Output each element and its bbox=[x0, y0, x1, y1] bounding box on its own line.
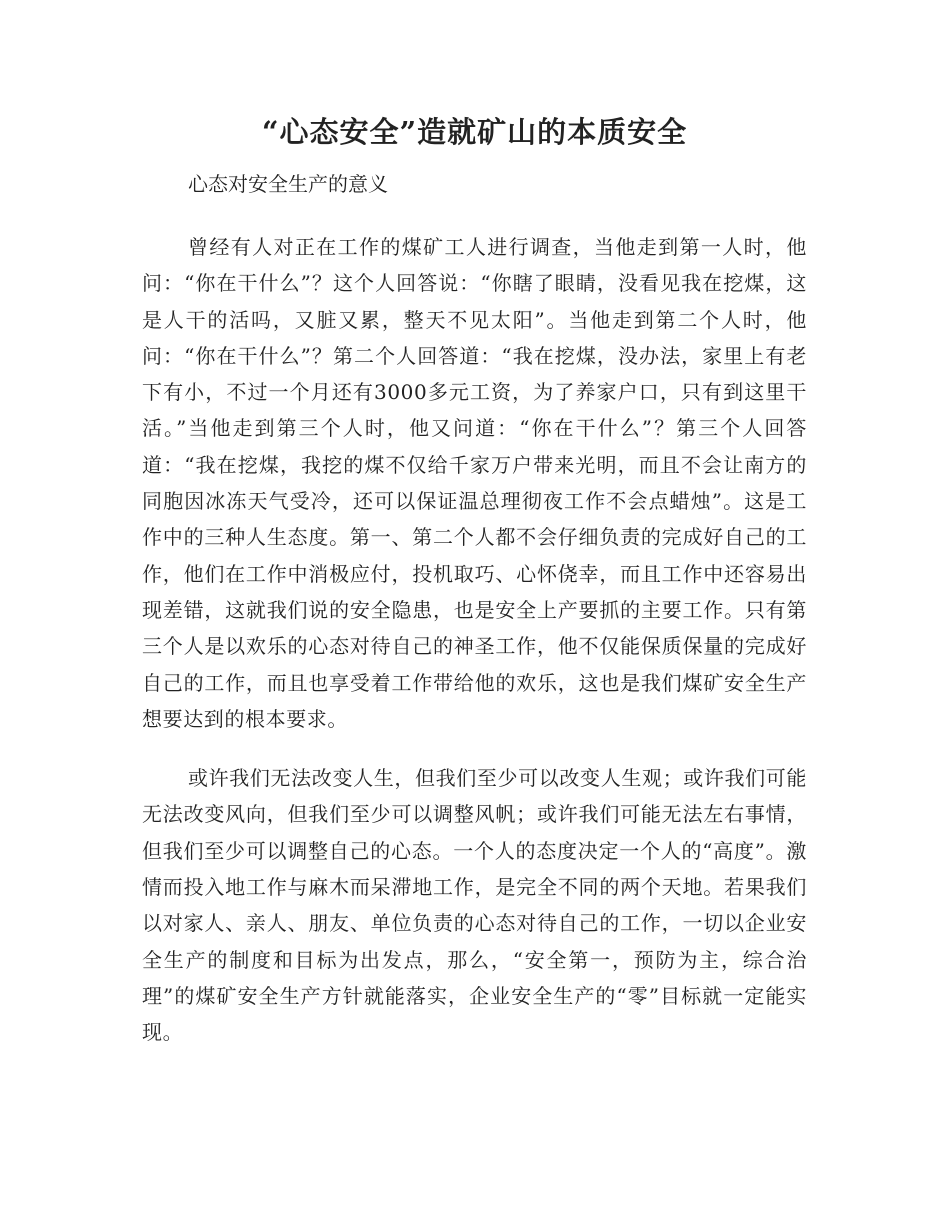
paragraph-1: 曾经有人对正在工作的煤矿工人进行调查，当他走到第一人时，他问：“你在干什么”？这个人回答说：“你瞎了眼睛，没看见我在挖煤，这是人干的活吗，又脏又累，整天不见太阳”。当他走到第二个人时，他问：“你在干什么”？第二个人回答道：“我在挖煤，没办法，家里上有老下有小，不过一个月还有3000多元工资，为了养家户口，只有到这里干活。”当他走到第三个人时，他又问道：“你在干什么”？第三个人回答道：“我在挖煤，我挖的煤不仅给千家万户带来光明，而且不会让南方的同胞因冰冻天气受冷，还可以保证温总理彻夜工作不会点蜡烛”。这是工作中的三种人生态度。第一、第二个人都不会仔细负责的完成好自己的工作，他们在工作中消极应付，投机取巧、心怀侥幸，而且工作中还容易出现差错，这就我们说的安全隐患，也是安全上产要抓的主要工作。只有第三个人是以欢乐的心态对待自己的神圣工作，他不仅能保质保量的完成好自己的工作，而且也享受着工作带给他的欢乐，这也是我们煤矿安全生产想要达到的根本要求。 bbox=[142, 235, 807, 731]
section-heading: 心态对安全生产的意义 bbox=[188, 172, 388, 196]
document-body bbox=[142, 108, 807, 1051]
paragraph-2: 或许我们无法改变人生，但我们至少可以改变人生观；或许我们可能无法改变风向，但我们至少可以调整风帆；或许我们可能无法左右事情，但我们至少可以调整自己的心态。一个人的态度决定一个人的“高度”。激情而投入地工作与麻木而呆滞地工作，是完全不同的两个天地。若果我们以对家人、亲人、朋友、单位负责的心态对待自己的工作，一切以企业安全生产的制度和目标为出发点，那么，“安全第一，预防为主，综合治理”的煤矿安全生产方针就能落实，企业安全生产的“零”目标就一定能实现。 bbox=[142, 766, 807, 1045]
document-title: “心态安全”造就矿山的本质安全 bbox=[261, 115, 688, 149]
